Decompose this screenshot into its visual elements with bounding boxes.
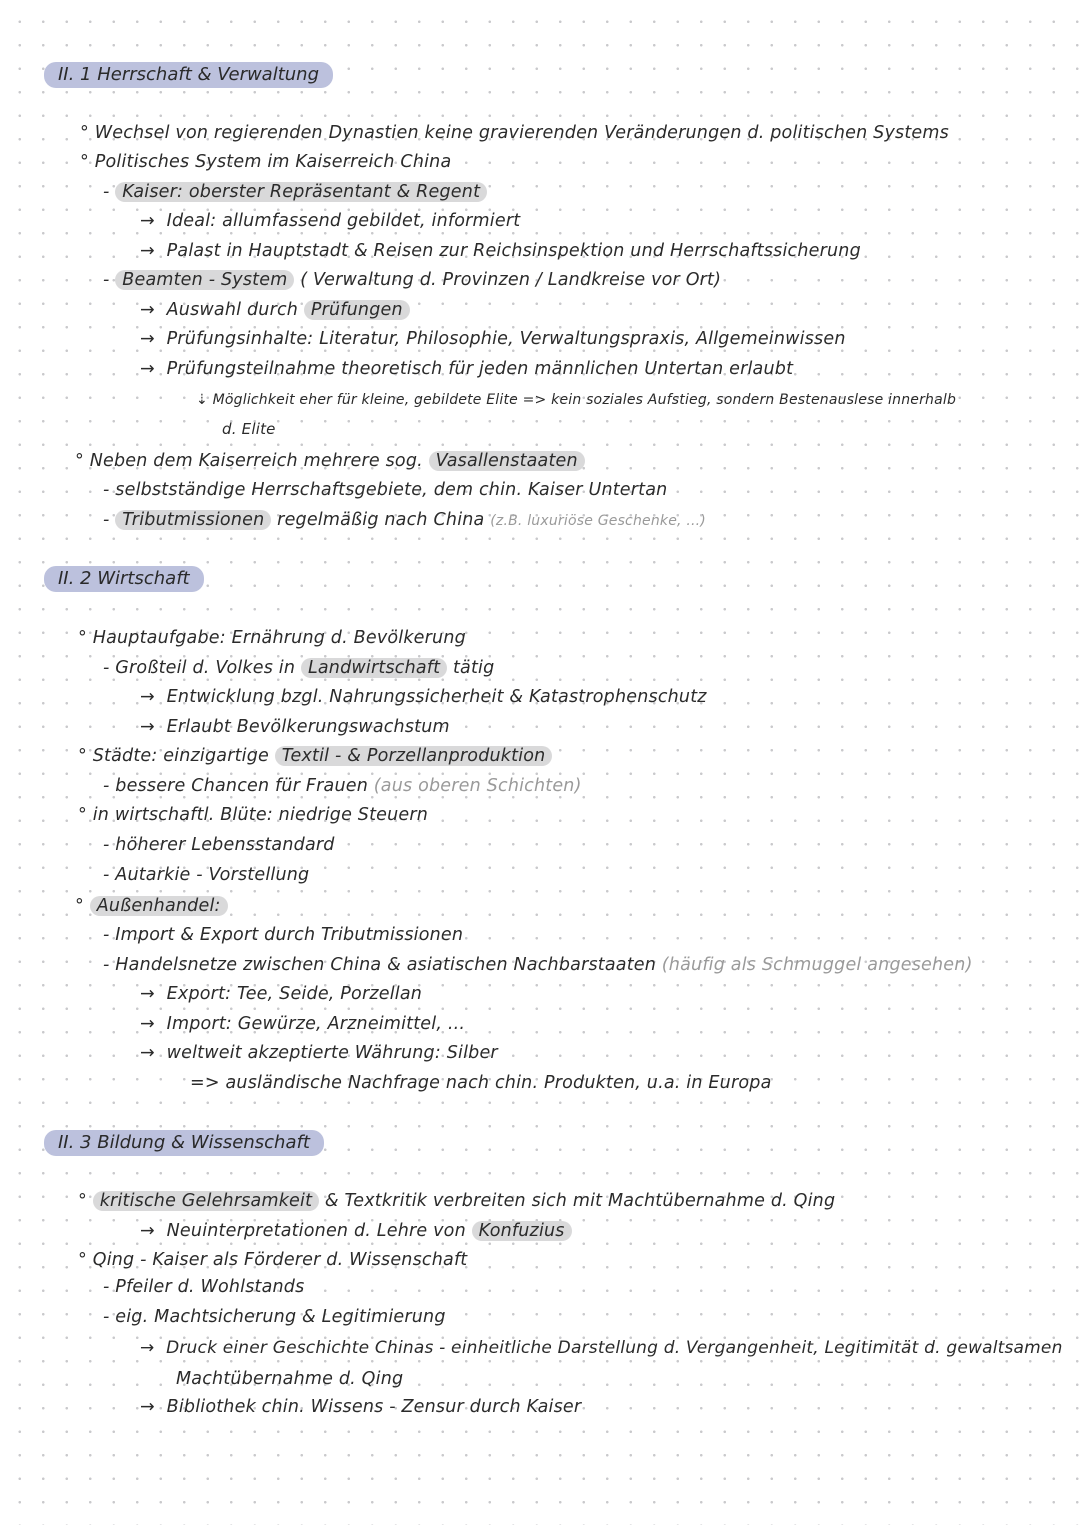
note-line: → Prüfungsinhalte: Literatur, Philosophie, Verwaltungspraxis, Allgemeinwissen bbox=[140, 329, 846, 349]
note-line: - höherer Lebensstandard bbox=[103, 835, 335, 855]
highlight: Kaiser: oberster Repräsentant & Regent bbox=[115, 182, 487, 202]
note-line: - Autarkie - Vorstellung bbox=[103, 865, 310, 885]
note-line: - Handelsnetze zwischen China & asiatischen Nachbarstaaten (häufig als Schmuggel angesehen) bbox=[103, 955, 973, 975]
note-line: - Großteil d. Volkes in Landwirtschaft tätig bbox=[103, 658, 495, 678]
note-line: → Palast in Hauptstadt & Reisen zur Reichsinspektion und Herrschaftssicherung bbox=[140, 241, 861, 261]
highlight: kritische Gelehrsamkeit bbox=[93, 1191, 319, 1211]
note-line: → Ideal: allumfassend gebildet, informiert bbox=[140, 211, 521, 231]
highlight: Konfuzius bbox=[472, 1221, 572, 1241]
note-line: → Export: Tee, Seide, Porzellan bbox=[140, 984, 423, 1004]
note-line: → Entwicklung bzgl. Nahrungssicherheit & Katastrophenschutz bbox=[140, 687, 707, 707]
highlight: Außenhandel: bbox=[90, 896, 228, 916]
note-line: → Druck einer Geschichte Chinas - einheitliche Darstellung d. Vergangenheit, Legitimität d. gewaltsamen bbox=[140, 1338, 1063, 1358]
note-line: - Import & Export durch Tributmissionen bbox=[103, 925, 464, 945]
note-line: → Neuinterpretationen d. Lehre von Konfuzius bbox=[140, 1220, 572, 1242]
note-line: => ausländische Nachfrage nach chin. Produkten, u.a. in Europa bbox=[190, 1073, 772, 1093]
highlight: Vasallenstaaten bbox=[429, 451, 585, 471]
note-line: - Kaiser: oberster Repräsentant & Regent bbox=[103, 181, 487, 203]
note-line: → Auswahl durch Prüfungen bbox=[140, 299, 410, 321]
note-line: - bessere Chancen für Frauen (aus oberen Schichten) bbox=[103, 776, 582, 796]
note-line: ° in wirtschaftl. Blüte: niedrige Steuern bbox=[78, 805, 429, 825]
highlight: Beamten - System bbox=[115, 270, 294, 290]
note-line: - selbstständige Herrschaftsgebiete, dem chin. Kaiser Untertan bbox=[103, 480, 668, 500]
note-line: → Prüfungsteilnahme theoretisch für jeden männlichen Untertan erlaubt bbox=[140, 359, 794, 379]
highlight: Textil - & Porzellanproduktion bbox=[275, 746, 553, 766]
note-line: - Pfeiler d. Wohlstands bbox=[103, 1277, 305, 1297]
highlight: Landwirtschaft bbox=[301, 658, 447, 678]
note-line: Machtübernahme d. Qing bbox=[176, 1369, 404, 1389]
section-heading: II. 3 Bildung & Wissenschaft bbox=[44, 1130, 324, 1156]
section-heading: II. 2 Wirtschaft bbox=[44, 566, 204, 592]
note-line: → Import: Gewürze, Arzneimittel, ... bbox=[140, 1014, 466, 1034]
note-line: ° Politisches System im Kaiserreich China bbox=[80, 152, 452, 172]
note-line: → Bibliothek chin. Wissens - Zensur durch Kaiser bbox=[140, 1397, 582, 1417]
note-line: - eig. Machtsicherung & Legitimierung bbox=[103, 1307, 446, 1327]
note-line: ⇣ Möglichkeit eher für kleine, gebildete Elite => kein soziales Aufstieg, sondern Bestenauslese innerhalb bbox=[196, 392, 957, 408]
note-line: - Beamten - System ( Verwaltung d. Provinzen / Landkreise vor Ort) bbox=[103, 270, 722, 290]
note-line: - Tributmissionen regelmäßig nach China (z.B. luxuriöse Geschenke, ...) bbox=[103, 510, 706, 530]
note-line: → Erlaubt Bevölkerungswachstum bbox=[140, 717, 450, 737]
note-line: ° Außenhandel: bbox=[75, 895, 228, 917]
section-heading: II. 1 Herrschaft & Verwaltung bbox=[44, 62, 333, 88]
highlight: Prüfungen bbox=[304, 300, 410, 320]
note-line: ° Wechsel von regierenden Dynastien keine gravierenden Veränderungen d. politischen Systems bbox=[80, 123, 949, 143]
note-line: ° Qing - Kaiser als Förderer d. Wissenschaft bbox=[78, 1250, 468, 1270]
note-line: ° Hauptaufgabe: Ernährung d. Bevölkerung bbox=[78, 628, 466, 648]
note-line: ° kritische Gelehrsamkeit & Textkritik verbreiten sich mit Machtübernahme d. Qing bbox=[78, 1191, 836, 1211]
note-line: ° Städte: einzigartige Textil - & Porzellanproduktion bbox=[78, 745, 552, 767]
note-line: d. Elite bbox=[222, 420, 276, 438]
highlight: Tributmissionen bbox=[115, 510, 271, 530]
note-line: ° Neben dem Kaiserreich mehrere sog. Vasallenstaaten bbox=[75, 450, 585, 472]
note-line: → weltweit akzeptierte Währung: Silber bbox=[140, 1043, 498, 1063]
